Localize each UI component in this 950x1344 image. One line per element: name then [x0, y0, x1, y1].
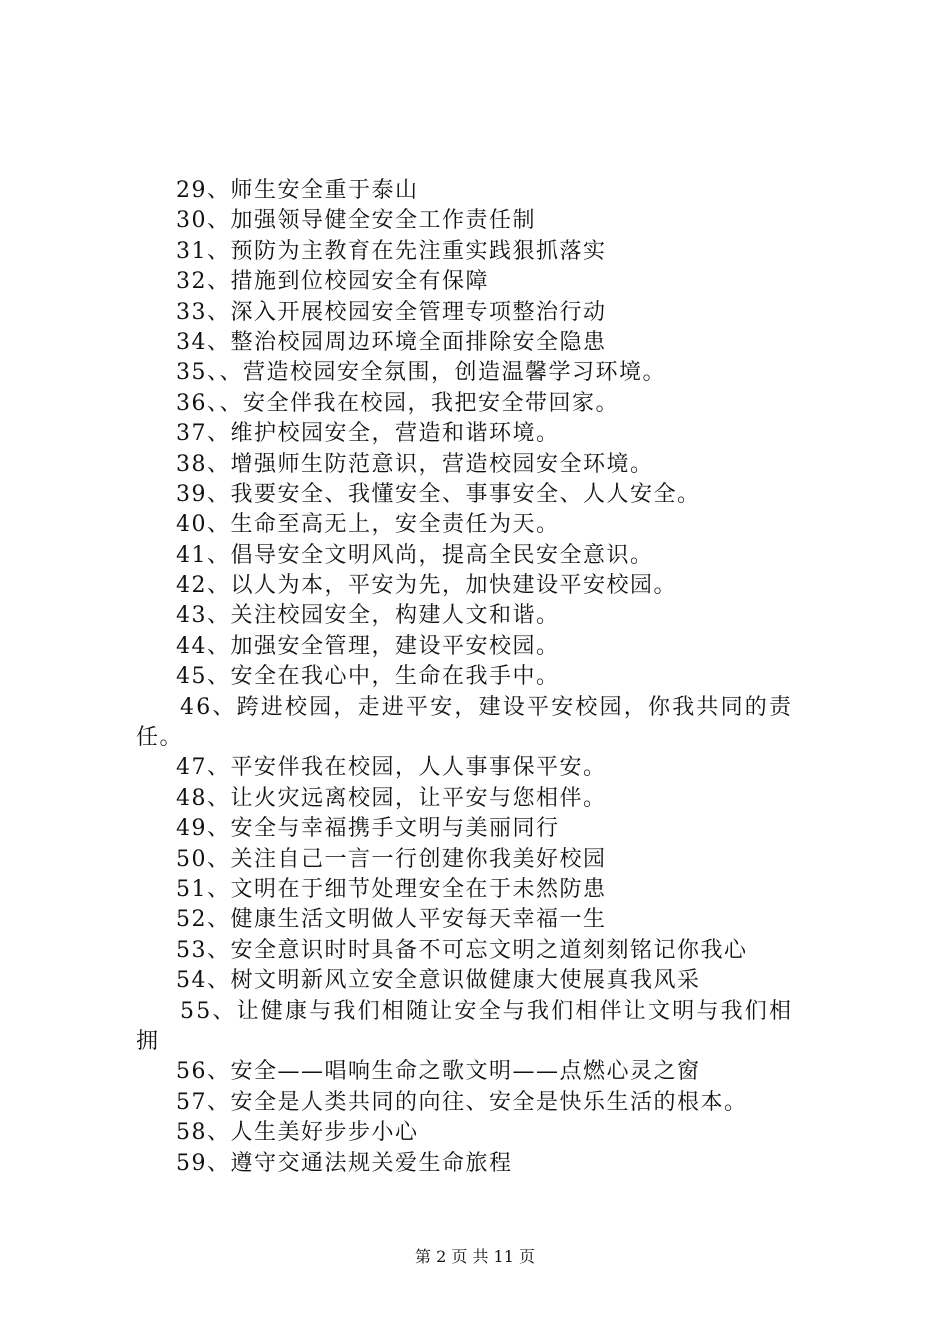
- slogan-line: 48、让火灾远离校园，让平安与您相伴。: [176, 785, 607, 811]
- slogan-line: 42、以人为本，平安为先，加快建设平安校园。: [176, 573, 677, 599]
- slogan-line: 46、跨进校园，走进平安，建设平安校园，你我共同的责: [180, 694, 794, 720]
- slogan-line: 56、安全——唱响生命之歌文明——点燃心灵之窗: [176, 1059, 701, 1085]
- slogan-line: 39、我要安全、我懂安全、事事安全、人人安全。: [176, 481, 701, 507]
- slogan-line: 41、倡导安全文明风尚，提高全民安全意识。: [176, 542, 654, 568]
- slogan-line: 38、增强师生防范意识，营造校园安全环境。: [176, 451, 654, 477]
- slogan-line: 33、深入开展校园安全管理专项整治行动: [176, 299, 607, 325]
- slogan-line: 50、关注自己一言一行创建你我美好校园: [176, 846, 607, 872]
- slogan-line: 32、措施到位校园安全有保障: [176, 269, 489, 295]
- slogan-line: 52、健康生活文明做人平安每天幸福一生: [176, 907, 607, 933]
- slogan-line: 47、平安伴我在校园，人人事事保平安。: [176, 755, 607, 781]
- slogan-line: 36、、安全伴我在校园，我把安全带回家。: [176, 390, 619, 416]
- slogan-line: 37、维护校园安全，营造和谐环境。: [176, 421, 560, 447]
- slogan-line: 54、树文明新风立安全意识做健康大使展真我风采: [176, 968, 701, 994]
- slogan-line: 55、让健康与我们相随让安全与我们相伴让文明与我们相: [180, 998, 794, 1024]
- slogan-line: 40、生命至高无上，安全责任为天。: [176, 512, 560, 538]
- slogan-line-continuation: 拥: [136, 1028, 160, 1054]
- slogan-line: 30、加强领导健全安全工作责任制: [176, 208, 536, 234]
- slogan-line: 43、关注校园安全，构建人文和谐。: [176, 603, 560, 629]
- slogan-line: 51、文明在于细节处理安全在于未然防患: [176, 876, 607, 902]
- slogan-line: 35、、营造校园安全氛围，创造温馨学习环境。: [176, 360, 666, 386]
- slogan-line: 49、安全与幸福携手文明与美丽同行: [176, 816, 560, 842]
- slogan-line: 34、整治校园周边环境全面排除安全隐患: [176, 329, 607, 355]
- slogan-list: [136, 176, 836, 1179]
- slogan-line: 44、加强安全管理，建设平安校园。: [176, 633, 560, 659]
- slogan-line-continuation: 任。: [136, 725, 184, 751]
- slogan-line: 58、人生美好步步小心: [176, 1120, 419, 1146]
- slogan-line: 29、师生安全重于泰山: [176, 178, 419, 203]
- slogan-line: 57、安全是人类共同的向往、安全是快乐生活的根本。: [176, 1089, 748, 1115]
- page-footer: 第 2 页 共 11 页: [415, 1247, 535, 1266]
- slogan-line: 53、安全意识时时具备不可忘文明之道刻刻铭记你我心: [176, 937, 748, 963]
- slogan-line: 45、安全在我心中，生命在我手中。: [176, 664, 560, 690]
- slogan-line: 31、预防为主教育在先注重实践狠抓落实: [176, 238, 607, 264]
- slogan-line: 59、遵守交通法规关爱生命旅程: [176, 1150, 513, 1176]
